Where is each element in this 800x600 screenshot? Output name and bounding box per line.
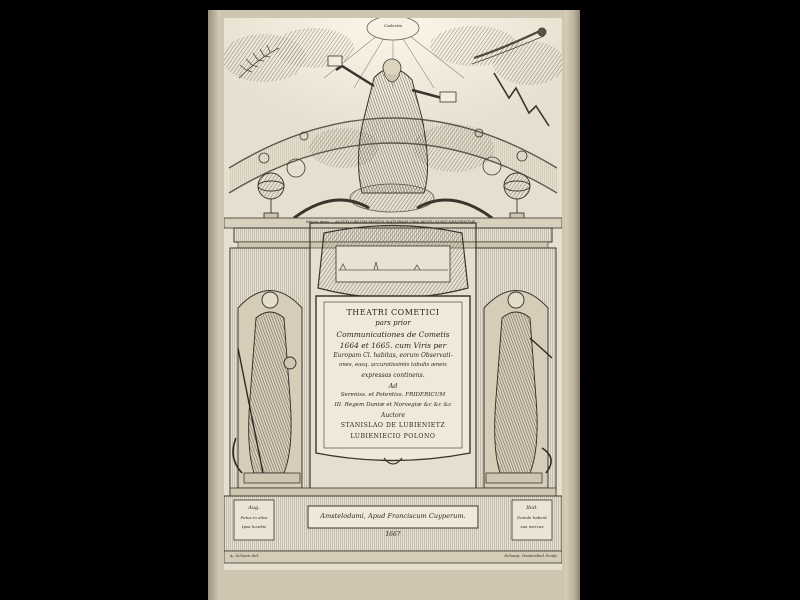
- title-line-9: Sereniss. et Potentiss. FRIDERICUM: [340, 392, 446, 398]
- title-line-7: expressas continens.: [361, 372, 425, 379]
- right-plaque-line-1: Ibid.: [526, 505, 538, 511]
- title-line-8: Ad: [388, 382, 398, 390]
- title-line-6: ones, easq. accuratissimis tabulis æneis: [339, 362, 447, 368]
- title-line-1: THEATRI COMETICI: [346, 308, 440, 317]
- motto-band-text: Majus mira ... ALIUD CÆLUM MOTUS NATURAM UNA MOTU SUNT SENTENTIÆ ...: [305, 220, 481, 224]
- heaven-cartouche: [367, 18, 419, 40]
- title-line-5: Europam Cl. habitas, eorum Observati-: [333, 352, 453, 359]
- imprint-year: 1667: [385, 531, 401, 538]
- title-line-2: pars prior: [375, 319, 411, 327]
- right-plaque-line-2: Deinde habent: [517, 515, 547, 520]
- author-line-1: STANISLAO DE LUBIENIETZ: [340, 422, 446, 429]
- title-line-11: Auctore: [381, 412, 405, 419]
- left-signature: A. Schoon del.: [230, 553, 260, 558]
- left-plaque-line-1: Aug.: [248, 505, 260, 511]
- title-line-4: 1664 et 1665. cum Viris per: [339, 341, 447, 350]
- facing-page-edge: [208, 10, 220, 600]
- engraved-title-plate: [224, 18, 562, 570]
- title-line-3: Communicationes de Cometis: [336, 330, 450, 339]
- engraving-illustration: [224, 18, 562, 570]
- imprint-text: Amstelodami, Apud Franciscum Cuyperum.: [320, 512, 466, 520]
- right-signature: Schoep. Oosterdael Sculp.: [504, 553, 558, 558]
- top-banner-text: Cœlestia: [384, 23, 402, 28]
- left-plaque-line-2: Potus in alios: [240, 515, 268, 520]
- title-line-10: III. Regem Daniæ et Norvegiæ &c &c &c: [334, 402, 452, 408]
- author-line-2: LUBIENIECIO POLONO: [350, 433, 436, 440]
- right-plaque-line-3: sua mercas: [520, 524, 544, 529]
- page-edge: [565, 10, 580, 600]
- left-plaque-line-3: Ipsa lucebis: [241, 524, 267, 529]
